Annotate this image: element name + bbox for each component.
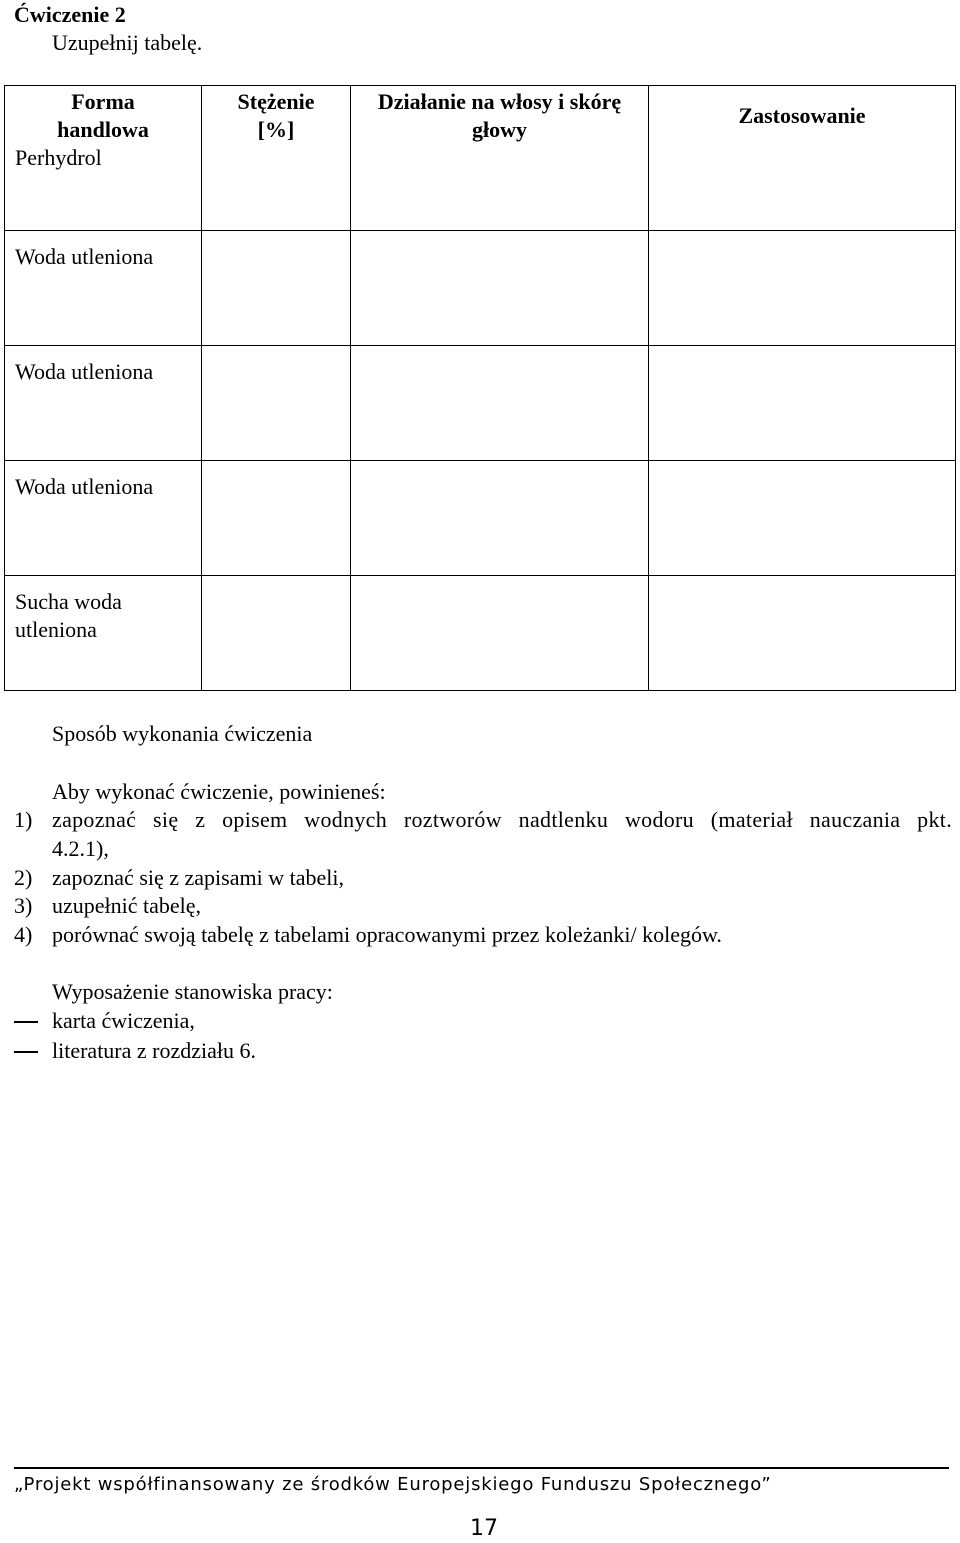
step-text-continued: 4.2.1), xyxy=(52,836,109,861)
step-number: 2) xyxy=(14,865,33,890)
column-header-stezenie: Stężenie [%] xyxy=(237,89,315,142)
table-row xyxy=(5,576,956,691)
table-cell xyxy=(5,576,202,691)
table-row xyxy=(5,86,956,231)
procedure-heading: Sposób wykonania ćwiczenia xyxy=(52,721,313,746)
equipment-item: literatura z rozdziału 6. xyxy=(52,1038,257,1063)
step-number: 4) xyxy=(14,922,33,947)
table-row xyxy=(5,461,956,576)
exercise-title: Ćwiczenie 2 xyxy=(14,2,126,27)
step-number: 3) xyxy=(14,893,33,918)
row-label: Sucha woda utleniona xyxy=(15,589,122,642)
dash-bullet-icon xyxy=(14,1051,38,1053)
answer-cell[interactable] xyxy=(351,346,649,461)
list-item xyxy=(0,921,960,949)
footer-divider xyxy=(14,1467,949,1469)
column-header-dzialanie: Działanie na włosy i skórę głowy xyxy=(377,89,622,142)
table-cell xyxy=(5,231,202,346)
exercise-instruction: Uzupełnij tabelę. xyxy=(52,30,203,55)
page-number: 17 xyxy=(470,1516,498,1541)
answer-cell[interactable] xyxy=(351,576,649,691)
step-number: 1) xyxy=(14,807,33,832)
row-label: Woda utleniona xyxy=(15,244,154,269)
list-item xyxy=(0,806,960,834)
answer-cell[interactable] xyxy=(649,461,956,576)
answer-cell[interactable] xyxy=(649,346,956,461)
answer-cell[interactable] xyxy=(649,231,956,346)
row-label: Perhydrol xyxy=(15,145,102,170)
answer-cell[interactable] xyxy=(649,576,956,691)
table-row xyxy=(5,231,956,346)
exercise-table xyxy=(4,85,956,691)
table-cell xyxy=(5,346,202,461)
list-item xyxy=(0,864,960,892)
procedure-intro: Aby wykonać ćwiczenie, powinieneś: xyxy=(52,779,386,804)
equipment-heading: Wyposażenie stanowiska pracy: xyxy=(52,979,333,1004)
answer-cell[interactable] xyxy=(202,346,351,461)
header-cell-dzialanie xyxy=(351,86,649,231)
answer-cell[interactable] xyxy=(351,461,649,576)
answer-cell[interactable] xyxy=(202,576,351,691)
row-label: Woda utleniona xyxy=(15,474,154,499)
answer-cell[interactable] xyxy=(351,231,649,346)
header-cell-zastosowanie xyxy=(649,86,956,231)
step-text: zapoznać się z zapisami w tabeli, xyxy=(52,865,344,890)
list-item xyxy=(0,1037,960,1065)
dash-bullet-icon xyxy=(14,1021,38,1023)
step-text: zapoznać się z opisem wodnych roztworów nadtlenku wodoru (materiał nauczania pkt. xyxy=(52,807,952,832)
table-row xyxy=(5,346,956,461)
step-text: uzupełnić tabelę, xyxy=(52,893,202,918)
header-cell-stezenie xyxy=(202,86,351,231)
column-header-zastosowanie: Zastosowanie xyxy=(738,103,866,128)
step-text: porównać swoją tabelę z tabelami opracowanymi przez koleżanki/ kolegów. xyxy=(52,922,722,947)
list-item xyxy=(0,892,960,920)
footer-text: „Projekt współfinansowany ze środków Europejskiego Funduszu Społecznego” xyxy=(14,1474,772,1495)
answer-cell[interactable] xyxy=(202,231,351,346)
list-item xyxy=(0,1007,960,1035)
table-cell xyxy=(5,461,202,576)
row-label: Woda utleniona xyxy=(15,359,154,384)
header-cell-forma xyxy=(5,86,202,231)
answer-cell[interactable] xyxy=(202,461,351,576)
equipment-item: karta ćwiczenia, xyxy=(52,1008,195,1033)
column-header-forma: Forma handlowa xyxy=(57,89,149,142)
